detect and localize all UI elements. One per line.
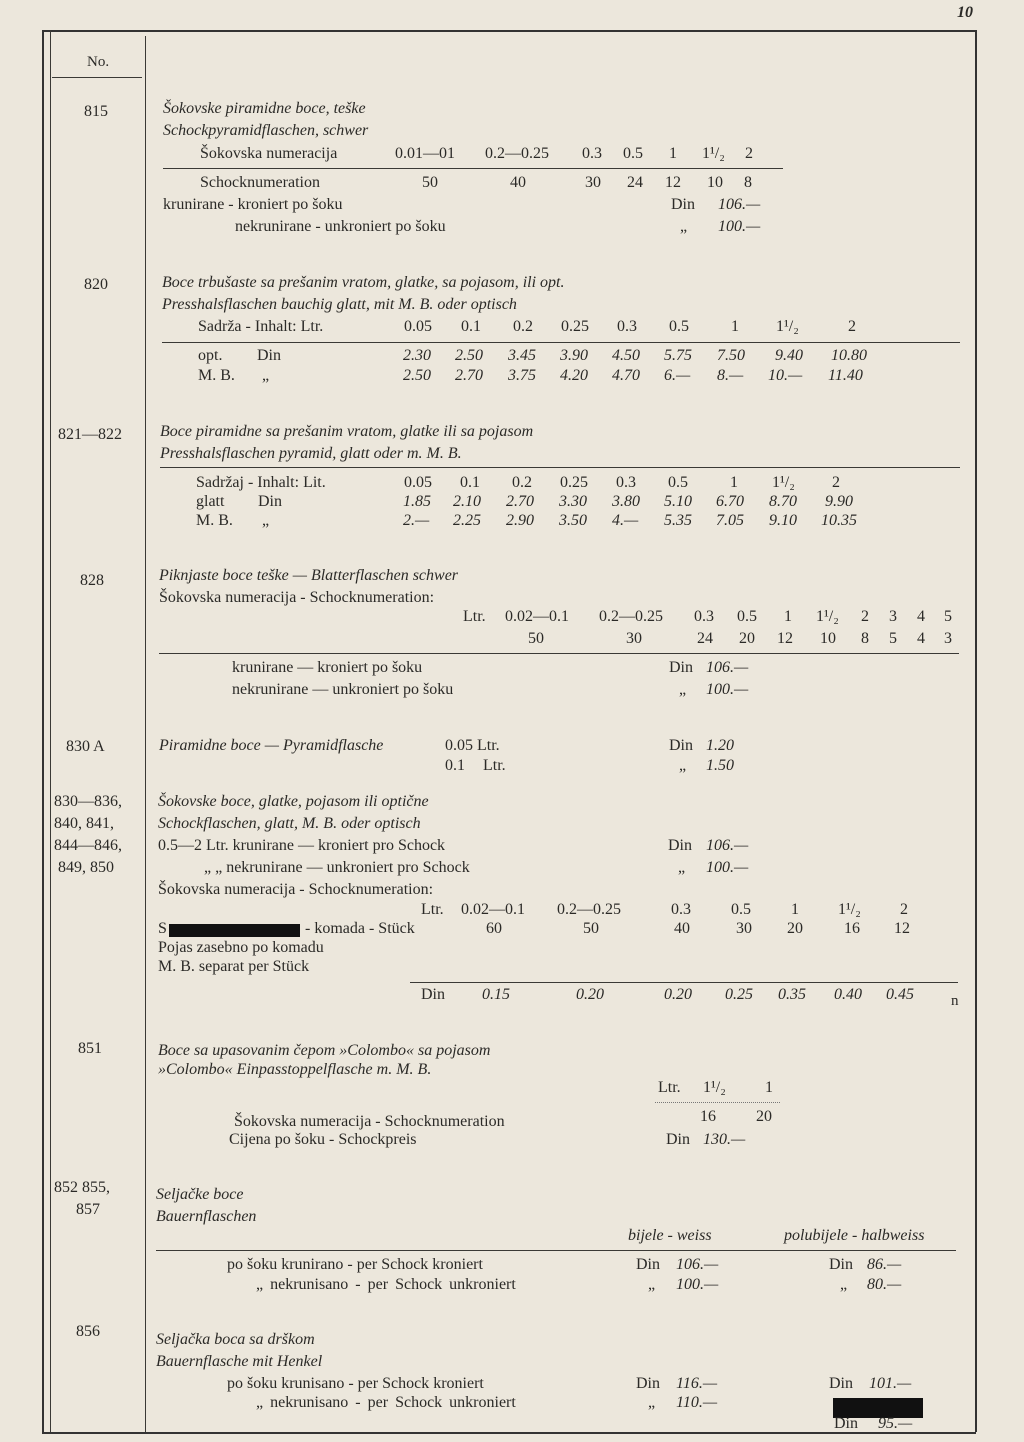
entry-815-size: 1¹/₂ [702,145,725,162]
entry-852-col-halfwhite: polubijele - halbweiss [784,1227,925,1244]
entry-851-ltr: Ltr. [658,1079,681,1096]
entry-821-r1-val: 2.70 [506,493,534,510]
entry-851-size: 1¹/₂ [703,1079,726,1096]
column-divider [145,36,146,1432]
entry-821-r1-label: glatt [196,493,225,510]
entry-830-size: 0.2—0.25 [557,901,621,918]
entry-828-schock: 5 [889,630,897,647]
entry-852-r2-v1: 100.— [676,1276,719,1293]
entry-820-r2-label: M. B. [198,367,235,384]
entry-851-price-val: 130.— [703,1131,746,1148]
entry-820-size: 0.3 [617,318,637,335]
entry-830-din: 0.40 [834,986,862,1003]
entry-852-r2-cur2: „ [840,1276,848,1293]
frame-left-inner [50,30,51,1432]
entry-830-din: 0.20 [664,986,692,1003]
entry-828-size: 1¹/₂ [816,608,839,625]
entry-number-856: 856 [76,1323,100,1340]
entry-830-rule [410,982,958,983]
entry-852-r1-label: po šoku krunirano - per Schock kroniert [227,1256,483,1273]
entry-828-size: 3 [889,608,897,625]
entry-815-schock: 50 [422,174,438,191]
entry-815-size: 1 [669,145,677,162]
entry-815-size: 0.3 [582,145,602,162]
entry-821-r2-val: 2.25 [453,512,481,529]
entry-815-schock: 30 [585,174,601,191]
entry-821-size: 0.2 [512,474,532,491]
entry-821-r2-val: 2.90 [506,512,534,529]
entry-820-r1-val: 5.75 [664,347,692,364]
entry-number-830a: 830 A [66,738,105,755]
entry-856-r1-label: po šoku krunisano - per Schock kroniert [227,1375,484,1392]
entry-number-857: 857 [76,1201,100,1218]
entry-815-kron-label: krunirane - kroniert po šoku [163,196,343,213]
entry-852-r2-cur1: „ [648,1276,656,1293]
entry-821-title-hr: Boce piramidne sa prešanim vratom, glatke ili sa pojasom [160,423,534,440]
frame-right [975,30,977,1432]
entry-830-kom: 16 [844,920,860,937]
entry-830-kron-val: 106.— [706,837,749,854]
frame-left [42,30,44,1432]
entry-828-kron-val: 106.— [706,659,749,676]
entry-820-r2-cur: „ [262,367,270,384]
entry-828-schock: 12 [777,630,793,647]
entry-815-unkron-label: nekrunirane - unkroniert po šoku [235,218,446,235]
margin-mark: n [951,993,959,1009]
entry-830-unkron-label: „ „ nekrunirane — unkroniert pro Schock [204,859,470,876]
entry-821-r2-val: 2.— [403,512,430,529]
entry-821-size: 2 [832,474,840,491]
entry-815-schock: 40 [510,174,526,191]
entry-815-unkron-val: 100.— [718,218,761,235]
entry-856-r1-cur2: Din [829,1375,853,1392]
entry-820-r1-val: 7.50 [717,347,745,364]
entry-828-unkron-cur: „ [679,681,687,698]
entry-821-r1-val: 3.80 [612,493,640,510]
column-header-no: No. [87,54,110,70]
entry-821-r1-cur: Din [258,493,282,510]
entry-828-schock: 50 [528,630,544,647]
entry-830-kom: 30 [736,920,752,937]
entry-820-r1-cur: Din [257,347,281,364]
entry-856-r3-val: 95.— [878,1415,913,1432]
entry-828-schock: 8 [861,630,869,647]
entry-852-r1-v2: 86.— [867,1256,902,1273]
entry-820-r2-val: 6.— [664,367,691,384]
entry-number-828: 828 [80,572,104,589]
entry-851-price-label: Cijena po šoku - Schockpreis [229,1131,417,1148]
entry-856-r2-label: „ nekrunisano - per Schock unkroniert [256,1394,516,1411]
entry-821-r2-cur: „ [262,512,270,529]
entry-815-unkron-cur: „ [680,218,688,235]
entry-815-kron-cur: Din [671,196,695,213]
entry-815-schock: 10 [707,174,723,191]
entry-number-830: 844—846, [54,837,122,854]
entry-830-din: 0.15 [482,986,510,1003]
entry-820-r2-val: 11.40 [828,367,863,384]
entry-851-num: 16 [700,1108,716,1125]
entry-820-size: 2 [848,318,856,335]
entry-821-r2-val: 10.35 [821,512,857,529]
entry-851-rule [655,1102,780,1103]
entry-821-size: 1¹/₂ [772,474,795,491]
entry-828-ltr: Ltr. [463,608,486,625]
entry-828-title: Piknjaste boce teške — Blatterflaschen schwer [159,567,459,584]
entry-830a-title: Piramidne boce — Pyramidflasche [159,737,384,754]
entry-815-schock: 8 [744,174,752,191]
entry-820-size: 0.25 [561,318,589,335]
entry-828-schock: 3 [944,630,952,647]
entry-820-title-de: Presshalsflaschen bauchig glatt, mit M. B. oder optisch [162,296,517,313]
entry-830-din: 0.35 [778,986,806,1003]
entry-821-size: 0.5 [668,474,688,491]
entry-830a-r2-cur: „ [679,757,687,774]
entry-830-din: 0.25 [725,986,753,1003]
entry-856-r2-cur1: „ [648,1394,656,1411]
entry-821-r2-val: 4.— [612,512,639,529]
entry-828-schock: 24 [697,630,713,647]
entry-820-r2-val: 8.— [717,367,744,384]
entry-821-rule [160,467,960,468]
entry-828-schock: 20 [739,630,755,647]
entry-821-r1-val: 3.30 [559,493,587,510]
entry-828-schock: 30 [626,630,642,647]
entry-number-830: 849, 850 [58,859,114,876]
entry-828-kron-cur: Din [669,659,693,676]
entry-815-kron-val: 106.— [718,196,761,213]
entry-852-rule [156,1250,956,1251]
entry-815-title-hr: Šokovske piramidne boce, teške [163,100,366,117]
entry-815-size: 0.2—0.25 [485,145,549,162]
entry-830-kron-cur: Din [668,837,692,854]
entry-830-kom: 12 [894,920,910,937]
entry-828-schock: 10 [820,630,836,647]
entry-830-size: 2 [900,901,908,918]
entry-828-kron-label: krunirane — kroniert po šoku [232,659,423,676]
entry-821-r1-val: 5.10 [664,493,692,510]
entry-number-851: 851 [78,1040,102,1057]
entry-830-pojas-de: M. B. separat per Stück [158,958,310,975]
entry-830a-r2-size: 0.1 Ltr. [445,757,506,774]
entry-820-r1-label: opt. [198,347,223,364]
entry-830-pojas-hr: Pojas zasebno po komadu [158,939,324,956]
entry-number-820: 820 [84,276,108,293]
entry-820-size: 0.1 [461,318,481,335]
entry-828-schock: 4 [917,630,925,647]
entry-820-r1-val: 10.80 [831,347,867,364]
entry-815-rule [163,168,783,169]
entry-821-r2-label: M. B. [196,512,233,529]
entry-815-size: 2 [745,145,753,162]
entry-828-size: 2 [861,608,869,625]
entry-820-title-hr: Boce trbušaste sa prešanim vratom, glatke, sa pojasom, ili opt. [162,274,565,291]
entry-856-r1-v1: 116.— [676,1375,718,1392]
entry-821-r1-val: 2.10 [453,493,481,510]
entry-830-kom-label: - komada - Stück [305,920,415,937]
entry-828-size: 5 [944,608,952,625]
entry-820-size: 1 [731,318,739,335]
entry-821-r2-val: 3.50 [559,512,587,529]
entry-830a-r2-val: 1.50 [706,757,734,774]
entry-821-size: 1 [730,474,738,491]
entry-828-size: 0.5 [737,608,757,625]
entry-852-r1-v1: 106.— [676,1256,719,1273]
entry-852-r1-cur1: Din [636,1256,660,1273]
entry-830-ltr: Ltr. [421,901,444,918]
entry-820-r1-val: 9.40 [775,347,803,364]
entry-821-r2-val: 9.10 [769,512,797,529]
entry-830a-r1-val: 1.20 [706,737,734,754]
entry-851-size: 1 [765,1079,773,1096]
entry-828-size: 1 [784,608,792,625]
entry-830-size: 0.5 [731,901,751,918]
entry-828-size: 0.2—0.25 [599,608,663,625]
entry-815-size: 0.01—01 [395,145,455,162]
entry-830-title-hr: Šokovske boce, glatke, pojasom ili optične [158,793,429,810]
entry-820-r2-val: 4.20 [560,367,588,384]
entry-856-r1-cur1: Din [636,1375,660,1392]
entry-830-kom: 20 [787,920,803,937]
entry-820-r1-val: 3.90 [560,347,588,364]
entry-851-price-cur: Din [666,1131,690,1148]
entry-815-schock: 24 [627,174,643,191]
entry-856-r1-v2: 101.— [869,1375,912,1392]
entry-821-size: 0.25 [560,474,588,491]
entry-852-col-white: bijele - weiss [628,1227,712,1244]
entry-828-size: 4 [917,608,925,625]
entry-830-kom-prefix: S [158,920,167,937]
entry-815-title-de: Schockpyramidflaschen, schwer [163,122,369,139]
entry-820-label: Sadrža - Inhalt: Ltr. [198,318,324,335]
frame-top [42,30,976,32]
entry-820-size: 0.2 [513,318,533,335]
page-number: 10 [957,4,973,21]
entry-820-r1-val: 2.30 [403,347,431,364]
entry-820-r2-val: 2.70 [455,367,483,384]
entry-821-r1-val: 9.90 [825,493,853,510]
entry-856-r2-v1: 110.— [676,1394,718,1411]
entry-830a-r1-size: 0.05 Ltr. [445,737,500,754]
entry-821-size: 0.1 [460,474,480,491]
entry-830-kom: 40 [674,920,690,937]
entry-821-title-de: Presshalsflaschen pyramid, glatt oder m. M. B. [160,445,462,462]
entry-851-num: 20 [756,1108,772,1125]
entry-830-size: 1¹/₂ [838,901,861,918]
entry-828-unkron-val: 100.— [706,681,749,698]
entry-851-title-de: »Colombo« Einpasstoppelflasche m. M. B. [158,1061,432,1078]
entry-830-size: 0.02—0.1 [461,901,525,918]
entry-828-num-label: Šokovska numeracija - Schocknumeration: [159,589,435,606]
entry-820-r2-val: 2.50 [403,367,431,384]
entry-820-r1-val: 4.50 [612,347,640,364]
entry-821-r2-val: 7.05 [716,512,744,529]
entry-830-kom: 50 [583,920,599,937]
entry-815-size: 0.5 [623,145,643,162]
header-rule [52,77,142,78]
entry-821-r2-val: 5.35 [664,512,692,529]
entry-828-rule [159,653,959,654]
entry-820-r1-val: 2.50 [455,347,483,364]
entry-820-r2-val: 3.75 [508,367,536,384]
entry-815-schock: 12 [665,174,681,191]
entry-856-r3-cur: Din [834,1415,858,1432]
entry-number-852: 852 855, [54,1179,110,1196]
entry-821-r1-val: 1.85 [403,493,431,510]
entry-830-unkron-val: 100.— [706,859,749,876]
entry-852-r2-v2: 80.— [867,1276,902,1293]
entry-830-unkron-cur: „ [678,859,686,876]
entry-821-r1-val: 6.70 [716,493,744,510]
redaction-bar [169,924,300,937]
entry-821-size: 0.3 [616,474,636,491]
entry-830-num-label: Šokovska numeracija - Schocknumeration: [158,881,434,898]
entry-number-830: 830—836, [54,793,122,810]
entry-815-schock-label: Schocknumeration [200,174,320,191]
entry-851-title-hr: Boce sa upasovanim čepom »Colombo« sa pojasom [158,1042,491,1059]
entry-830-din: 0.45 [886,986,914,1003]
entry-830-din: 0.20 [576,986,604,1003]
entry-821-r1-val: 8.70 [769,493,797,510]
entry-830-size: 1 [791,901,799,918]
entry-820-size: 0.05 [404,318,432,335]
entry-815-num-label: Šokovska numeracija [200,145,338,162]
frame-bottom [42,1432,976,1434]
entry-820-r1-val: 3.45 [508,347,536,364]
entry-820-size: 0.5 [669,318,689,335]
entry-828-unkron-label: nekrunirane — unkroniert po šoku [232,681,454,698]
entry-852-r2-label: „ nekrunisano - per Schock unkroniert [256,1276,516,1293]
entry-820-r2-val: 4.70 [612,367,640,384]
entry-820-rule [162,342,960,343]
entry-830a-r1-cur: Din [669,737,693,754]
entry-852-title-de: Bauernflaschen [156,1208,257,1225]
entry-851-num-label: Šokovska numeracija - Schocknumeration [234,1113,505,1130]
entry-856-title-hr: Seljačka boca sa drškom [156,1331,315,1348]
entry-856-title-de: Bauernflasche mit Henkel [156,1353,323,1370]
entry-number-821: 821—822 [58,426,122,443]
entry-820-r2-val: 10.— [768,367,803,384]
entry-821-size: 0.05 [404,474,432,491]
entry-830-kom: 60 [486,920,502,937]
entry-number-815: 815 [84,103,108,120]
entry-830-size: 0.3 [671,901,691,918]
entry-number-830: 840, 841, [54,815,114,832]
entry-830-title-de: Schockflaschen, glatt, M. B. oder optisch [158,815,421,832]
entry-821-label: Sadržaj - Inhalt: Lit. [196,474,326,491]
entry-828-size: 0.3 [694,608,714,625]
entry-828-size: 0.02—0.1 [505,608,569,625]
entry-830-kron-label: 0.5—2 Ltr. krunirane — kroniert pro Schock [158,837,446,854]
entry-830-din-cur: Din [421,986,445,1003]
entry-820-size: 1¹/₂ [776,318,799,335]
entry-852-title-hr: Seljačke boce [156,1186,244,1203]
entry-852-r1-cur2: Din [829,1256,853,1273]
